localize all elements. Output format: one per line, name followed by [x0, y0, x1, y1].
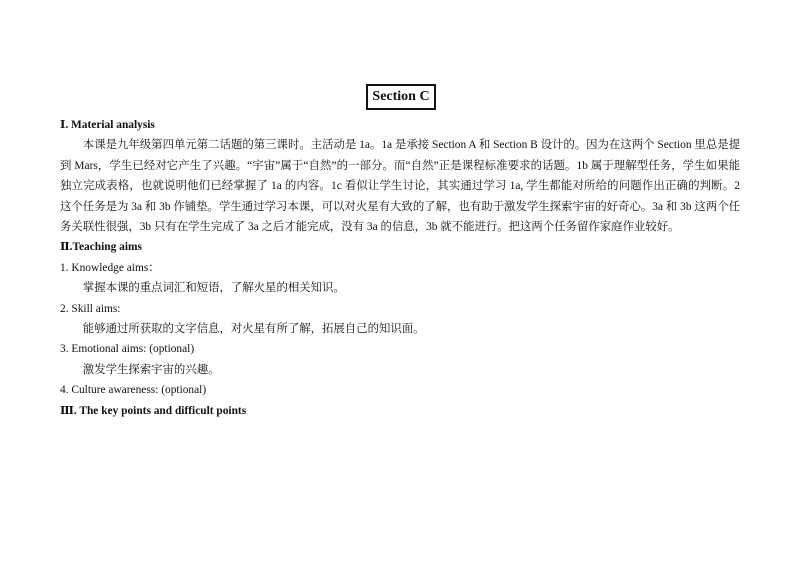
key-points-heading: Ⅲ. The key points and difficult points — [60, 404, 247, 417]
skill-aims-label: 2. Skill aims: — [60, 302, 121, 315]
material-analysis-heading: Ⅰ. Material analysis — [60, 119, 155, 131]
teaching-aims-heading: Ⅱ.Teaching aims — [60, 241, 142, 254]
material-analysis-paragraph: 本课是九年级第四单元第二话题的第三课时。主活动是 1a。1a 是承接 Section A 和 Section B 设计的。因为在这两个 Section 里总是提到 Mars，学生已经对它产生了兴趣。“宇宙”属于“自然”的一部分。而“自然”正是课程标准要求的话题。1b 属于理解型任务，学生如果能独立完成表格，也就说明他们已经掌握了 1a 的内容。1c 看似让学生讨论，其实通过学习 1a, 学生都能对所给的问题作出正确的判断。2 这个任务是为 3a 和 3b 作铺垫。学生通过学习本课，可以对火星有大致的了解，也有助于激发学生探索宇宙的好奇心。3a 和 3b 这两个任务关联性很强，3b 只有在学生完成了 3a 之后才能完成，没有 3a 的信息，3b 就不能进行。把这两个任务留作家庭作业较好。 — [60, 139, 740, 234]
emotional-aims-label: 3. Emotional aims: (optional) — [60, 343, 195, 356]
knowledge-aims-content: 掌握本课的重点词汇和短语，了解火星的相关知识。 — [82, 282, 345, 295]
skill-aims-content: 能够通过所获取的文字信息，对火星有所了解，拓展自己的知识面。 — [82, 323, 425, 336]
culture-awareness-label: 4. Culture awareness: (optional) — [60, 384, 207, 397]
knowledge-aims-label: 1. Knowledge aims： — [60, 261, 160, 274]
title-area — [0, 84, 794, 110]
document-body — [60, 115, 740, 421]
emotional-aims-content: 激发学生探索宇宙的兴趣。 — [82, 363, 220, 376]
section-title: Section C — [366, 84, 435, 110]
